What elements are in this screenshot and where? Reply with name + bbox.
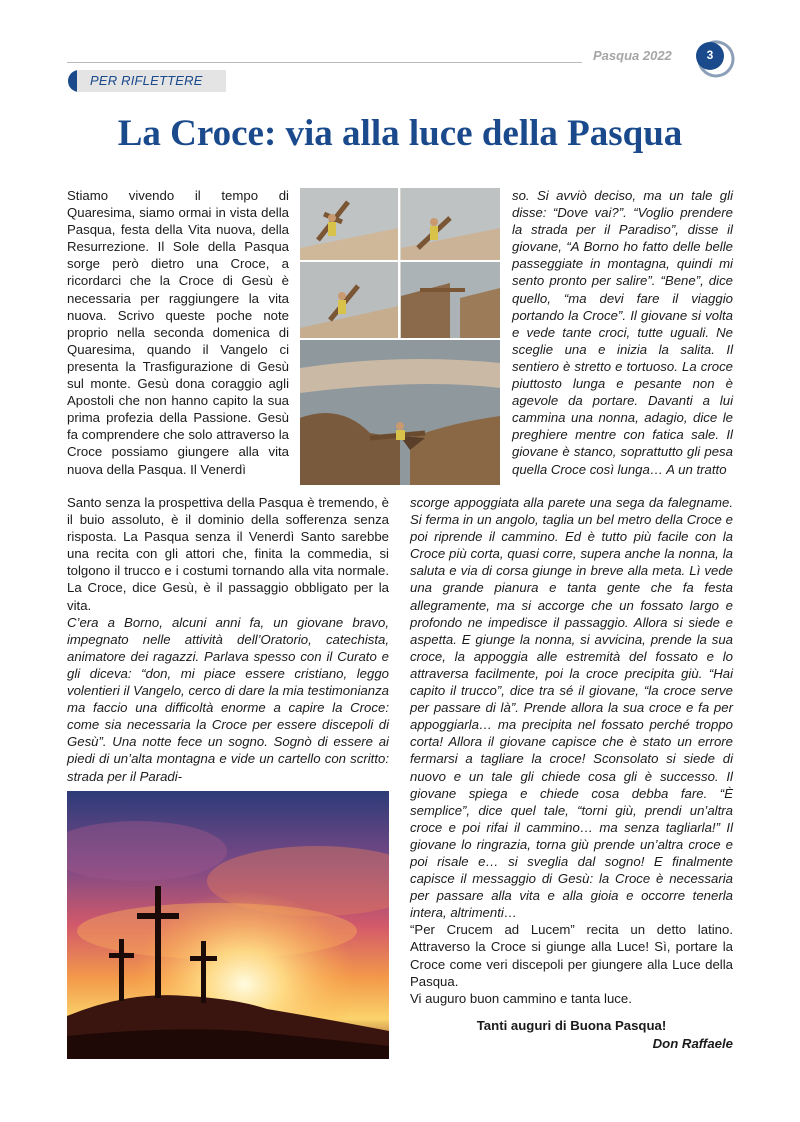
section-tag-label: PER RIFLETTERE — [90, 73, 203, 88]
article-paragraph-story-start: C’era a Borno, alcuni anni fa, un giovane bravo, impegnato nelle attività dell’Oratorio, catechista, animatore dei ragazzi. Parlava spesso con il Curato e gli diceva: “don, mi piace essere cristiano, leggo volentieri il Vangelo, cerco di dare la mia testimonianza ma faccio una difficoltà enorme a capire la Croce: come sia necessaria la Croce per essere discepoli di Gesù”. Una notte fece un sogno. Sognò di essere ai piedi di un’alta montagna e vide un cartello con scritto: strada per il Paradi- — [67, 614, 389, 784]
article-title: La Croce: via alla luce della Pasqua — [117, 113, 683, 154]
article-paragraph-story-end: scorge appoggiata alla parete una sega da falegname. Si ferma in un angolo, taglia un bel metro della Croce e poi riprende il cammino. Ed è tutto più facile con la Croce più corta, quasi corre, supera anche la nonna, la saluta e via di corsa giunge in breve alla meta. Lì vede una grande pianura e tanta gente che fa festa allegramente, ma si accorge che un fossato largo e profondo ne impedisce il passaggio. Allora si siede e aspetta. E giunge la nonna, si avvicina, prende la sua croce, la appoggia alle estremità del fossato e lo attraversa facilmente, poi la croce precipita giù. “Hai capito il trucco”, dice tra sé il giovane, “la croce serve per passare di là”. Prende allora la sua croce e fa per appoggiarla… ma precipita nel fossato perché troppo corta! Allora il giovane capisce che è stato un errore fermarsi a tagliare la croce! Sconsolato si siede di nuovo e un tale gli chiede cosa gli è successo. Il giovane spiega e chiede cosa debba fare. “È semplice”, dice quel tale, “torni giù, prendi un’altra croce e poi rifai il cammino… ma senza tagliarla!” Il giovane lo ringrazia, torna giù prende un’altra croce e poi risale e… si sveglia dal sogno! E finalmente capisce il messaggio di Gesù: la Croce è necessaria per passare alla vita e alla gioia e occorre tenerla intera, altrimenti… — [410, 495, 733, 921]
article-paragraph-latin-motto: “Per Crucem ad Lucem” recita un detto latino. Attraverso la Croce si giunge alla Luce! Sì, portare la Croce come veri discepoli per giungere alla Luce della Pasqua. — [410, 922, 733, 989]
header-rule — [67, 62, 582, 63]
section-tag-cap — [68, 70, 77, 92]
cross-story-comic-illustration — [300, 188, 500, 485]
article-column-2-bottom — [410, 494, 733, 1007]
article-paragraph-conclusion: Santo senza la prospettiva della Pasqua è tremendo, è il buio assoluto, è il dominio della sofferenza senza risposta. La Pasqua senza il Venerdì Santo sarebbe una recita con gli attori che, finita la commedia, si tolgono il trucco e i costumi tornando alla vita normale. La Croce, dice Gesù, è il passaggio obbligato per la vita. — [67, 495, 389, 613]
article-column-2-top: so. Si avviò deciso, ma un tale gli disse: “Dove vai?”. “Voglio prendere la strada per il Paradiso”, disse il giovane, “A Borno ho fatto delle belle passeggiate in montagna, quindi mi sento pronto per salire”. “Bene”, dice quello, “ma devi fare il viaggio portando la Croce”. Il giovane si volta e vede tante croci, tutte uguali. Ne sceglie una e inizia la salita. Il sentiero è stretto e tortuoso. La croce piuttosto lunga e pesante non è agevole da portare. Davanti a lui cammina una nonna, adagio, dice le preghiere mentre con fatica sale. Il giovane è stanco, soprattutto gli pesa quella Croce così lunga… A un tratto — [512, 188, 733, 477]
article-column-1-top: Stiamo vivendo il tempo di Quaresima, siamo ormai in vista della Pasqua, festa della Vita nuova, della Resurrezione. Il Sole della Pasqua sorge però dietro una Croce, a ricordarci che la Croce di Gesù è necessaria per raggiungere la vita nuova. Scrivo queste poche note proprio nella seconda domenica di Quaresima, quando il Vangelo ci presenta la Trasfigurazione di Gesù sul monte. Gesù dona coraggio agli Apostoli che non hanno capito la sua prima profezia della Passione. Gesù fa comprendere che solo attraverso la Croce possiamo giungere alla vita nuova della Pasqua. Il Venerdì — [67, 188, 289, 477]
magazine-title: Pasqua 2022 — [593, 48, 672, 63]
page-number: 3 — [706, 48, 714, 62]
author-signature: Don Raffaele — [652, 1036, 733, 1051]
easter-greeting: Tanti auguri di Buona Pasqua! — [476, 1018, 667, 1033]
article-closing-wish: Vi auguro buon cammino e tanta luce. — [410, 990, 632, 1006]
article-column-1-bottom — [67, 494, 389, 785]
section-tag — [68, 70, 226, 92]
three-crosses-sunset-photo — [67, 791, 389, 1059]
